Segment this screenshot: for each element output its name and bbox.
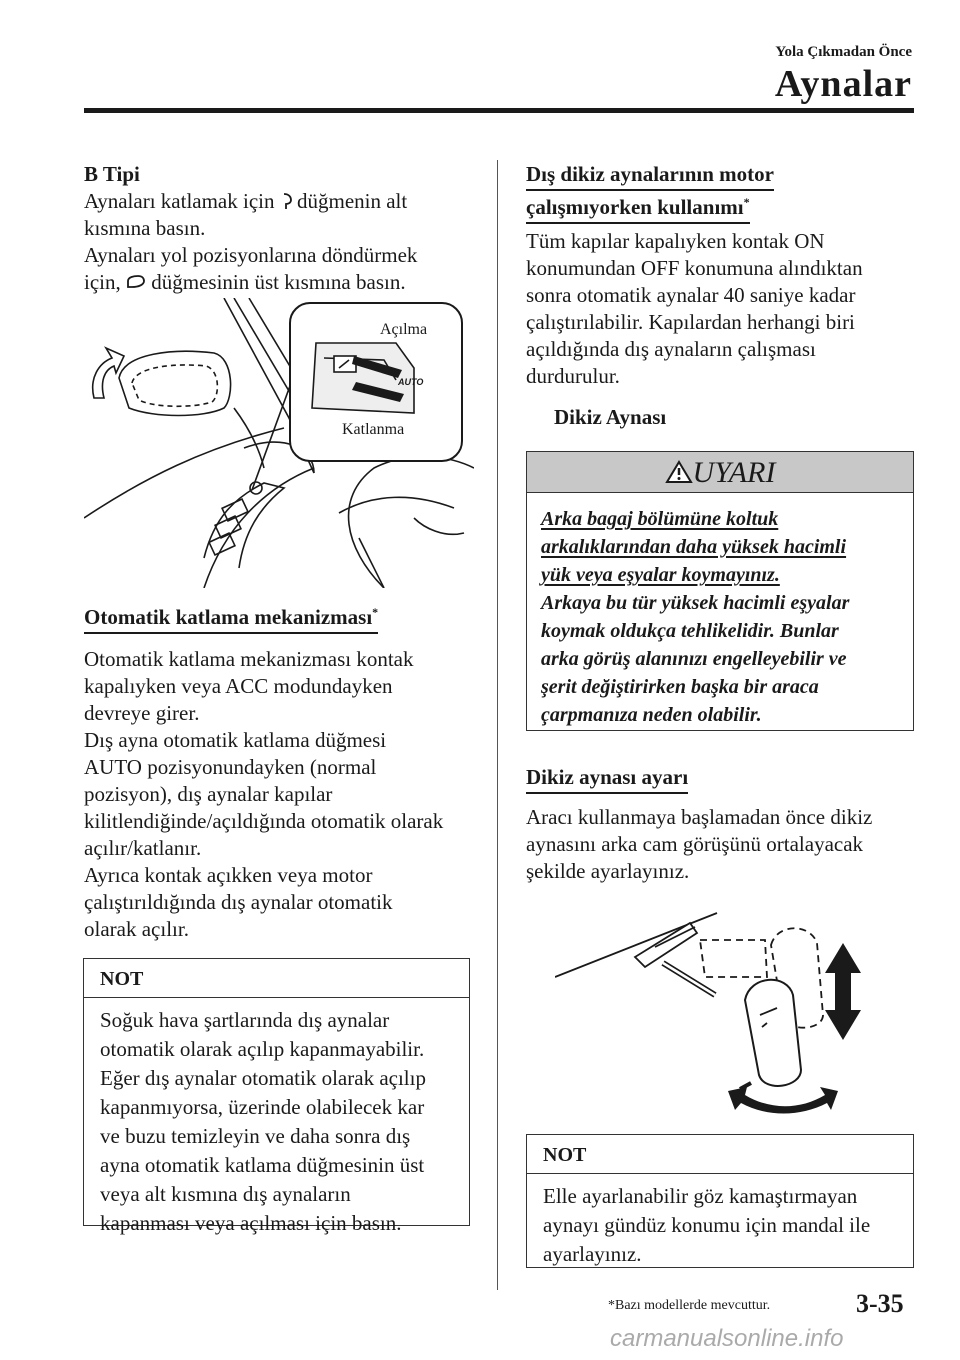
section-title: Yola Çıkmadan Önce xyxy=(775,44,912,60)
mirror-icon xyxy=(126,275,146,289)
door-switch-figure xyxy=(84,298,474,588)
engine-off-line: Tüm kapılar kapalıyken kontak ON xyxy=(526,229,825,253)
warning-title: UYARI xyxy=(692,456,776,489)
b-type-line2: kısmına basın. xyxy=(84,216,206,240)
note-line: Elle ayarlanabilir göz kamaştırmayan xyxy=(543,1184,858,1208)
b-type-heading: B Tipi xyxy=(84,162,140,186)
note-line: ayarlayınız. xyxy=(543,1242,642,1266)
b-type-line1: Aynaları katlamak için düğmenin alt xyxy=(84,189,408,213)
note-line: ayna otomatik katlama düğmesinin üst xyxy=(100,1153,425,1177)
auto-fold-line: Ayrıca kontak açıkken veya motor xyxy=(84,863,373,887)
warning-header xyxy=(527,452,913,493)
warning-emphasis-line: arkalıklarından daha yüksek hacimli xyxy=(541,536,847,558)
note-box-left xyxy=(83,958,470,1235)
auto-fold-line: çalıştırıldığında dış aynalar otomatik xyxy=(84,890,393,914)
auto-fold-body xyxy=(84,646,443,943)
label-katlanma: Katlanma xyxy=(342,421,405,438)
warning-line: arka görüş alanınızı engelleyebilir ve xyxy=(541,648,847,670)
note-line: veya alt kısmına dış aynaların xyxy=(100,1182,351,1206)
auto-switch-label: AUTO xyxy=(398,377,424,387)
label-acilma: Açılma xyxy=(380,321,428,338)
note-title: NOT xyxy=(84,959,469,998)
warning-line: çarpmanıza neden olabilir. xyxy=(541,704,762,726)
note-box-right xyxy=(526,1134,914,1268)
note-line: ve buzu temizleyin ve daha sonra dış xyxy=(100,1124,411,1148)
warning-line: şerit değiştirirken başka bir araca xyxy=(541,676,819,698)
adjust-line: şekilde ayarlayınız. xyxy=(526,859,690,883)
warning-line: Arkaya bu tür yüksek hacimli eşyalar xyxy=(541,592,850,614)
engine-off-line: durdurulur. xyxy=(526,364,620,388)
note-line: Soğuk hava şartlarında dış aynalar xyxy=(100,1008,390,1032)
engine-off-line: açıldığında dış aynaların çalışması xyxy=(526,337,816,361)
b-type-line4: için, düğmesinin üst kısmına basın. xyxy=(84,270,406,294)
engine-off-heading: Dış dikiz aynalarının motor çalışmıyorken kullanımı* xyxy=(526,161,774,224)
adjust-heading: Dikiz aynası ayarı xyxy=(526,764,688,794)
engine-off-body xyxy=(526,228,863,390)
engine-off-line: sonra otomatik aynalar 40 saniye kadar xyxy=(526,283,856,307)
footnote: *Bazı modellerde mevcuttur. xyxy=(608,1298,771,1313)
watermark: carmanualsonline.info xyxy=(610,1325,844,1352)
adjust-body xyxy=(526,804,872,885)
rearview-mirror-title: Dikiz Aynası xyxy=(554,405,667,429)
auto-fold-line: devreye girer. xyxy=(84,701,200,725)
column-divider xyxy=(497,160,498,1290)
warning-emphasis-line: yük veya eşyalar koymayınız. xyxy=(541,564,780,586)
auto-fold-line: açılır/katlanır. xyxy=(84,836,202,860)
b-type-line3: Aynaları yol pozisyonlarına döndürmek xyxy=(84,243,418,267)
note-line: kapanması veya açılması için basın. xyxy=(100,1211,402,1235)
auto-fold-line: AUTO pozisyonundayken (normal xyxy=(84,755,377,779)
adjust-line: aynasını arka cam görüşünü ortalayacak xyxy=(526,832,864,856)
auto-fold-line: Otomatik katlama mekanizması kontak xyxy=(84,647,414,671)
note-line: kapanmıyorsa, üzerinde olabilecek kar xyxy=(100,1095,425,1119)
note-line: Eğer dış aynalar otomatik olarak açılıp xyxy=(100,1066,426,1090)
note-line: otomatik olarak açılıp kapanmayabilir. xyxy=(100,1037,425,1061)
warning-triangle-icon xyxy=(665,460,693,484)
note-line: aynayı gündüz konumu için mandal ile xyxy=(543,1213,871,1237)
auto-fold-heading: Otomatik katlama mekanizması* xyxy=(84,604,378,634)
auto-fold-line: pozisyon), dış aynalar kapılar xyxy=(84,782,333,806)
auto-fold-line: Dış ayna otomatik katlama düğmesi xyxy=(84,728,387,752)
rearview-mirror-figure xyxy=(555,905,875,1115)
auto-fold-line: kilitlendiğinde/açıldığında otomatik olarak xyxy=(84,809,444,833)
engine-off-line: çalıştırılabilir. Kapılardan herhangi biri xyxy=(526,310,855,334)
warning-line: koymak oldukça tehlikelidir. Bunlar xyxy=(541,620,839,642)
header-rule xyxy=(84,108,914,113)
page-number: 3-35 xyxy=(856,1289,904,1318)
page-title: Aynalar xyxy=(774,63,912,105)
auto-fold-line: olarak açılır. xyxy=(84,917,189,941)
warning-box xyxy=(526,451,914,731)
auto-fold-line: kapalıyken veya ACC modundayken xyxy=(84,674,393,698)
note-title: NOT xyxy=(527,1135,913,1174)
mirror-switch-icon xyxy=(280,193,292,210)
engine-off-line: konumundan OFF konumuna alındıktan xyxy=(526,256,863,280)
adjust-line: Aracı kullanmaya başlamadan önce dikiz xyxy=(526,805,873,829)
warning-emphasis-line: Arka bagaj bölümüne koltuk xyxy=(541,508,779,530)
